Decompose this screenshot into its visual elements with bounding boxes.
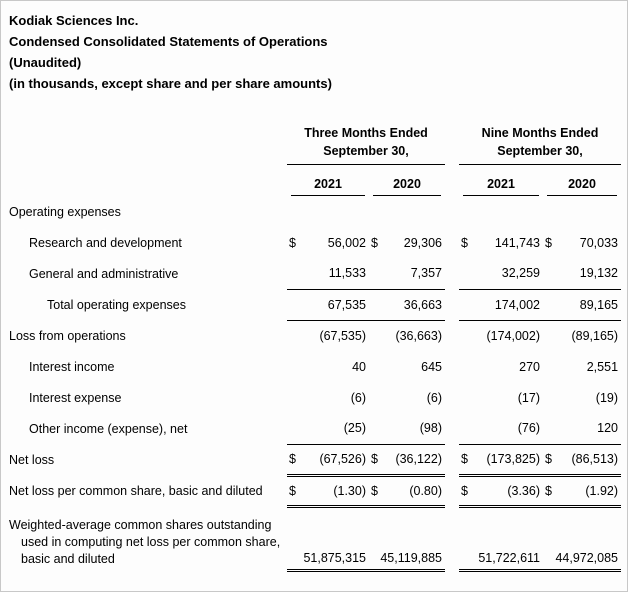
table-row-general-administrative — [9, 258, 621, 289]
cell-value: 70,033 — [579, 235, 619, 250]
table-row-other-income-expense — [9, 413, 621, 444]
cell-value: 51,875,315 — [303, 550, 366, 565]
year-header — [459, 165, 543, 197]
cell-value: (98) — [419, 421, 442, 436]
period-line: Nine Months Ended — [481, 126, 599, 140]
column-spacer — [445, 475, 459, 506]
cell-value: 2,551 — [586, 359, 619, 374]
table-row-total-operating-expenses — [9, 289, 621, 320]
table-row-loss-from-operations — [9, 320, 621, 351]
cell — [369, 475, 445, 506]
column-spacer — [445, 320, 459, 351]
dollar-sign: $ — [371, 483, 378, 498]
column-spacer — [445, 258, 459, 289]
cell-value: 19,132 — [579, 266, 619, 281]
dollar-sign: $ — [289, 235, 296, 250]
cell — [459, 506, 543, 570]
row-label: General and administrative — [29, 266, 179, 281]
cell-value: (174,002) — [486, 328, 540, 343]
dollar-sign: $ — [545, 235, 552, 250]
cell-value: (1.30) — [333, 483, 366, 498]
row-label-line: basic and diluted — [21, 552, 115, 566]
cell — [459, 351, 543, 382]
year-label: 2020 — [547, 175, 617, 196]
cell — [287, 258, 369, 289]
dollar-sign: $ — [461, 483, 468, 498]
column-spacer — [445, 351, 459, 382]
cell — [459, 320, 543, 351]
period-header-row — [9, 124, 621, 165]
period-group-three-months — [287, 124, 445, 165]
row-label: Total operating expenses — [47, 297, 186, 312]
header-spacer — [9, 124, 287, 165]
cell-value: (89,165) — [571, 328, 619, 343]
cell — [287, 289, 369, 320]
cell-value: 270 — [519, 359, 540, 374]
cell-value: 29,306 — [403, 235, 442, 250]
table-row-weighted-average-shares — [9, 506, 621, 570]
cell-value: (86,513) — [571, 452, 619, 466]
cell — [287, 196, 369, 227]
dollar-sign: $ — [371, 235, 378, 250]
cell — [543, 289, 621, 320]
cell — [287, 444, 369, 475]
header-spacer — [9, 165, 287, 197]
cell — [543, 320, 621, 351]
cell-value: 174,002 — [494, 297, 540, 312]
row-label: Other income (expense), net — [29, 421, 188, 436]
cell — [369, 227, 445, 258]
table-row-operating-expenses — [9, 196, 621, 227]
year-header — [543, 165, 621, 197]
period-group-nine-months — [459, 124, 621, 165]
cell — [287, 506, 369, 570]
cell — [459, 289, 543, 320]
year-header-row — [9, 165, 621, 197]
column-spacer — [445, 506, 459, 570]
column-spacer — [445, 227, 459, 258]
cell-value: 44,972,085 — [555, 550, 619, 565]
cell-value: (173,825) — [486, 452, 540, 466]
cell-value: 36,663 — [403, 297, 442, 312]
cell — [287, 351, 369, 382]
cell — [459, 196, 543, 227]
statement-title: Condensed Consolidated Statements of Operations — [9, 34, 328, 49]
dollar-sign: $ — [461, 452, 468, 466]
cell-value: 45,119,885 — [380, 550, 442, 565]
table-row-net-loss — [9, 444, 621, 475]
cell — [369, 258, 445, 289]
cell — [543, 258, 621, 289]
cell — [543, 351, 621, 382]
cell-value: (67,535) — [319, 328, 366, 343]
row-label: Net loss — [9, 452, 55, 467]
cell — [369, 444, 445, 475]
cell-value: (1.92) — [585, 483, 619, 498]
cell — [459, 227, 543, 258]
cell — [369, 382, 445, 413]
year-label: 2021 — [291, 175, 365, 196]
cell-value: 89,165 — [579, 297, 619, 312]
period-line: September 30, — [497, 144, 583, 158]
cell — [287, 413, 369, 444]
cell — [459, 258, 543, 289]
cell-value: (6) — [350, 390, 366, 405]
column-spacer — [445, 289, 459, 320]
column-spacer — [445, 124, 459, 165]
cell — [369, 351, 445, 382]
year-label: 2020 — [373, 175, 441, 196]
table-row-interest-expense — [9, 382, 621, 413]
row-label — [9, 506, 287, 570]
cell — [543, 413, 621, 444]
row-label-line: Weighted-average common shares outstanding — [9, 518, 272, 532]
cell — [543, 227, 621, 258]
row-label: Interest expense — [29, 390, 122, 405]
year-header — [369, 165, 445, 197]
cell — [543, 196, 621, 227]
cell — [543, 382, 621, 413]
column-spacer — [445, 165, 459, 197]
row-label: Research and development — [29, 235, 182, 250]
cell — [369, 196, 445, 227]
cell-value: (19) — [595, 390, 619, 405]
cell-value: (76) — [517, 421, 540, 436]
year-header — [287, 165, 369, 197]
period-line: Three Months Ended — [304, 126, 428, 140]
row-label: Operating expenses — [9, 204, 121, 219]
cell-value: 51,722,611 — [478, 550, 540, 565]
row-label: Interest income — [29, 359, 115, 374]
year-label: 2021 — [463, 175, 539, 196]
cell — [543, 475, 621, 506]
cell-value: 645 — [421, 359, 442, 374]
unaudited-label: (Unaudited) — [9, 55, 82, 70]
cell-value: (17) — [517, 390, 540, 405]
cell-value: 120 — [597, 421, 619, 436]
dollar-sign: $ — [545, 452, 552, 466]
cell — [287, 382, 369, 413]
cell — [287, 475, 369, 506]
cell-value: (36,122) — [395, 452, 442, 466]
cell-value: (3.36) — [507, 483, 540, 498]
dollar-sign: $ — [289, 483, 296, 498]
column-spacer — [445, 444, 459, 475]
statement-header — [1, 1, 627, 94]
cell — [459, 382, 543, 413]
dollar-sign: $ — [461, 235, 468, 250]
dollar-sign: $ — [371, 452, 378, 466]
cell-value: 141,743 — [494, 235, 540, 250]
cell — [369, 289, 445, 320]
cell — [369, 413, 445, 444]
cell — [287, 227, 369, 258]
column-spacer — [445, 382, 459, 413]
dollar-sign: $ — [289, 452, 296, 466]
cell-value: 11,533 — [328, 266, 366, 281]
cell — [543, 444, 621, 475]
cell-value: (6) — [426, 390, 442, 405]
cell-value: (25) — [343, 421, 366, 436]
cell — [369, 506, 445, 570]
cell — [459, 475, 543, 506]
cell — [543, 506, 621, 570]
row-label: Loss from operations — [9, 328, 126, 343]
cell-value: (67,526) — [319, 452, 366, 466]
cell — [369, 320, 445, 351]
dollar-sign: $ — [545, 483, 552, 498]
statements-table — [9, 124, 621, 572]
row-label: Net loss per common share, basic and diluted — [9, 483, 263, 498]
cell-value: (0.80) — [409, 483, 442, 498]
column-spacer — [445, 413, 459, 444]
cell-value: 67,535 — [327, 297, 366, 312]
table-row-interest-income — [9, 351, 621, 382]
row-label-line: used in computing net loss per common share, — [21, 535, 281, 549]
cell-value: 40 — [352, 359, 366, 374]
period-line: September 30, — [323, 144, 409, 158]
cell — [459, 413, 543, 444]
cell — [459, 444, 543, 475]
table-row-research-development — [9, 227, 621, 258]
company-name: Kodiak Sciences Inc. — [9, 13, 139, 28]
cell-value: 32,259 — [501, 266, 540, 281]
cell-value: 7,357 — [410, 266, 442, 281]
table-row-net-loss-per-share — [9, 475, 621, 506]
column-spacer — [445, 196, 459, 227]
units-note: (in thousands, except share and per share amounts) — [9, 76, 332, 91]
cell — [287, 320, 369, 351]
cell-value: (36,663) — [395, 328, 442, 343]
cell-value: 56,002 — [327, 235, 366, 250]
